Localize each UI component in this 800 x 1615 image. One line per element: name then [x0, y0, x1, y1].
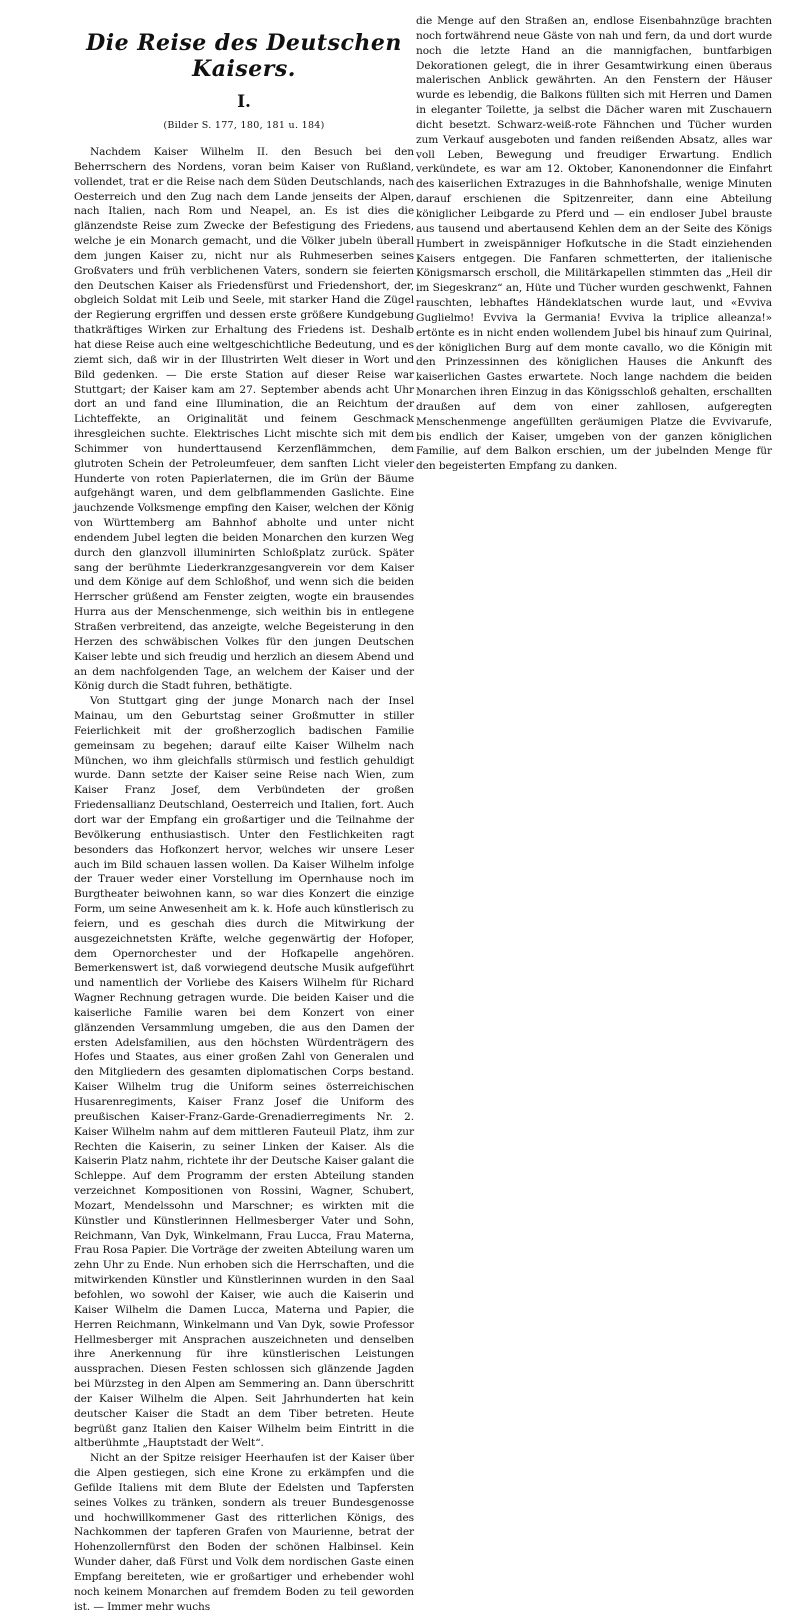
paragraph: Nachdem Kaiser Wilhelm II. den Besuch bei den Beherrschern des Nordens, voran beim Kaiser von Rußland, vollendet, trat er die Reise nach dem Süden Deutschlands, nach Oesterreich und den Zug nach dem Lande jenseits der Alpen, nach Italien, nach Rom und Neapel, an. Es ist dies die glänzendste Reise zum Zwecke der Befestigung des Friedens, welche je ein Monarch gemacht, und die Völker jubeln überall dem jungen Kaiser zu, nicht nur als Ruhmeserben seines Großvaters und früh verblichenen Vaters, sondern sie feierten den Deutschen Kaiser als Friedensfürst und Friedenshort, der, obgleich Soldat mit Leib und Seele, mit starker Hand die Zügel der Regierung ergriffen und dessen erste größere Kundgebung thatkräftiges Wirken zur Erhaltung des Friedens ist. Deshalb hat diese Reise auch eine weltgeschichtliche Bedeutung, und es ziemt sich, daß wir in der Illustrirten Welt dieser in Wort und Bild gedenken. — Die erste Station auf dieser Reise war Stuttgart; der Kaiser kam am 27. September abends acht Uhr dort an und fand eine Illumination, die an Reichtum der Lichteffekte, an Originalität und feinem Geschmack ihresgleichen suchte. Elektrisches Licht mischte sich mit dem Schimmer von hunderttausend Kerzenflämmchen, dem glutroten Schein der Petroleumfeuer, dem sanften Licht vieler Hunderte von roten Papierlaternen, die im Grün der Bäume aufgehängt waren, und dem gelbflammenden Gaslichte. Eine jauchzende Volksmenge empfing den Kaiser, welchen der König von Württemberg am Bahnhof abholte und unter nicht endendem Jubel legten die beiden Monarchen den kurzen Weg durch den glanzvoll illuminirten Schloßplatz zurück. Später sang der berühmte Liederkranzgesangverein vor dem Kaiser und dem Könige auf dem Schloßhof, und wenn sich die beiden Herrscher grüßend am Fenster zeigten, wogte ein brausendes Hurra aus der Menschenmenge, sich weithin bis in entlegene Straßen verbreitend, das anzeigte, welche Begeisterung in den Herzen des schwäbischen Volkes für den jungen Deutschen Kaiser lebte und sich freudig und herzlich an diesem Abend und an dem nachfolgenden Tage, an welchem der Kaiser und der König durch die Stadt fuhren, bethätigte.: [74, 146, 414, 693]
left-column: [74, 14, 414, 1615]
article-title: Die Reise des Deutschen Kaisers.: [86, 30, 402, 82]
image-references: (Bilder S. 177, 180, 181 u. 184): [163, 120, 325, 131]
paragraph: Von Stuttgart ging der junge Monarch nach der Insel Mainau, um den Geburtstag seiner Großmutter in stiller Feierlichkeit mit der großherzoglich badischen Familie gemeinsam zu begehen; darauf eilte Kaiser Wilhelm nach München, wo ihm gleichfalls stürmisch und festlich gehuldigt wurde. Dann setzte der Kaiser seine Reise nach Wien, zum Kaiser Franz Josef, dem Verbündeten der großen Friedensallianz Deutschland, Oesterreich und Italien, fort. Auch dort war der Empfang ein großartiger und die Teilnahme der Bevölkerung enthusiastisch. Unter den Festlichkeiten ragt besonders das Hofkonzert hervor, welches wir unsere Leser auch im Bild schauen lassen wollen. Da Kaiser Wilhelm infolge der Trauer weder einer Vorstellung im Opernhause noch im Burgtheater beiwohnen kann, so war dies Konzert die einzige Form, um seine Anwesenheit am k. k. Hofe auch künstlerisch zu feiern, und es geschah dies durch die Mitwirkung der ausgezeichnetsten Kräfte, welche gegenwärtig der Hofoper, dem Opernorchester und der Hofkapelle angehören. Bemerkenswert ist, daß vorwiegend deutsche Musik aufgeführt und namentlich der Vorliebe des Kaisers Wilhelm für Richard Wagner Rechnung getragen wurde. Die beiden Kaiser und die kaiserliche Familie waren bei dem Konzert von einer glänzenden Versammlung umgeben, die aus den Damen der ersten Adelsfamilien, aus den höchsten Würdenträgern des Hofes und Staates, aus einer großen Zahl von Generalen und den Mitgliedern des gesamten diplomatischen Corps bestand. Kaiser Wilhelm trug die Uniform seines österreichischen Husarenregiments, Kaiser Franz Josef die Uniform des preußischen Kaiser-Franz-Garde-Grenadierregiments Nr. 2. Kaiser Wilhelm nahm auf dem mittleren Fauteuil Platz, ihm zur Rechten die Kaiserin, zu seiner Linken der Kaiser. Als die Kaiserin Platz nahm, richtete ihr der Deutsche Kaiser galant die Schleppe. Auf dem Programm der ersten Abteilung standen verzeichnet Kompositionen von Rossini, Wagner, Schubert, Mozart, Mendelssohn und Marschner; es wirkten mit die Künstler und Künstlerinnen Hellmesberger Vater und Sohn, Reichmann, Van Dyk, Winkelmann, Frau Lucca, Frau Materna, Frau Rosa Papier. Die Vorträge der zweiten Abteilung waren um zehn Uhr zu Ende. Nun erhoben sich die Herrschaften, und die mitwirkenden Künstler und Künstlerinnen wurden in den Saal befohlen, wo sowohl der Kaiser, wie auch die Kaiserin und Kaiser Wilhelm die Damen Lucca, Materna und Papier, die Herren Reichmann, Winkelmann und Van Dyk, sowie Professor Hellmesberger mit Ansprachen auszeichneten und denselben ihre Anerkennung für ihre künstlerischen Leistungen aussprachen. Diesen Festen schlossen sich glänzende Jagden bei Mürzsteg in den Alpen am Semmering an. Dann überschritt der Kaiser Wilhelm die Alpen. Seit Jahrhunderten hat kein deutscher Kaiser die Stadt an dem Tiber betreten. Heute begrüßt ganz Italien den Kaiser Wilhelm beim Eintritt in die altberühmte „Hauptstadt der Welt“.: [74, 695, 414, 1450]
paragraph: die Menge auf den Straßen an, endlose Eisenbahnzüge brachten noch fortwährend neue Gäste von nah und fern, da und dort wurde noch die letzte Hand an die mannigfachen, buntfarbigen Dekorationen gelegt, die in ihrer Gesamtwirkung einen überaus malerischen Anblick gewährten. An den Fenstern der Häuser wurde es lebendig, die Balkons füllten sich mit Herren und Damen in eleganter Toilette, ja selbst die Dächer waren mit Zuschauern dicht besetzt. Schwarz-weiß-rote Fähnchen und Tücher wurden zum Verkauf ausgeboten und fanden reißenden Absatz, alles war voll Leben, Bewegung und freudiger Erwartung. Endlich verkündete, es war am 12. Oktober, Kanonendonner die Einfahrt des kaiserlichen Extrazuges in die Bahnhofshalle, wenige Minuten darauf erschienen die Spitzenreiter, dann eine Abteilung königlicher Leibgarde zu Pferd und — ein endloser Jubel brauste aus tausend und abertausend Kehlen dem an der Seite des Königs Humbert in zweispänniger Hofkutsche in die Stadt einziehenden Kaisers entgegen. Die Fanfaren schmetterten, der italienische Königsmarsch erscholl, die Militärkapellen stimmten das „Heil dir im Siegeskranz“ an, Hüte und Tücher wurden geschwenkt, Fahnen rauschten, lebhaftes Händeklatschen wurde laut, und «Evviva Guglielmo! Evviva la Germania! Evviva la triplice alleanza!» ertönte es in nicht enden wollendem Jubel bis hinauf zum Quirinal, der königlichen Burg auf dem monte cavallo, wo die Königin mit den Prinzessinnen des königlichen Hauses die Ankunft des kaiserlichen Gastes erwartete. Noch lange nachdem die beiden Monarchen ihren Einzug in das Königsschloß gehalten, erschallten draußen auf dem von einer zahllosen, aufgeregten Menschenmenge angefüllten geräumigen Platze die Evvivarufe, bis endlich der Kaiser, umgeben von der ganzen königlichen Familie, auf dem Balkon erschien, um der jubelnden Menge für den begeisterten Empfang zu danken.: [416, 15, 772, 473]
paragraph: Nicht an der Spitze reisiger Heerhaufen ist der Kaiser über die Alpen gestiegen, sich eine Krone zu erkämpfen und die Gefilde Italiens mit dem Blute der Edelsten und Tapfersten seines Volkes zu tränken, sondern als treuer Bundesgenosse und hochwillkommener Gast des ritterlichen Königs, des Nachkommen der tapferen Grafen von Maurienne, betrat der Hohenzollernfürst den Boden der schönen Halbinsel. Kein Wunder daher, daß Fürst und Volk dem nordischen Gaste einen Empfang bereiteten, wie er großartiger und erhebender wohl noch keinem Monarchen auf fremdem Boden zu teil geworden ist. — Immer mehr wuchs: [74, 1452, 414, 1613]
article-columns: [74, 14, 772, 1615]
right-column: [416, 14, 772, 474]
section-number: I.: [237, 92, 251, 112]
